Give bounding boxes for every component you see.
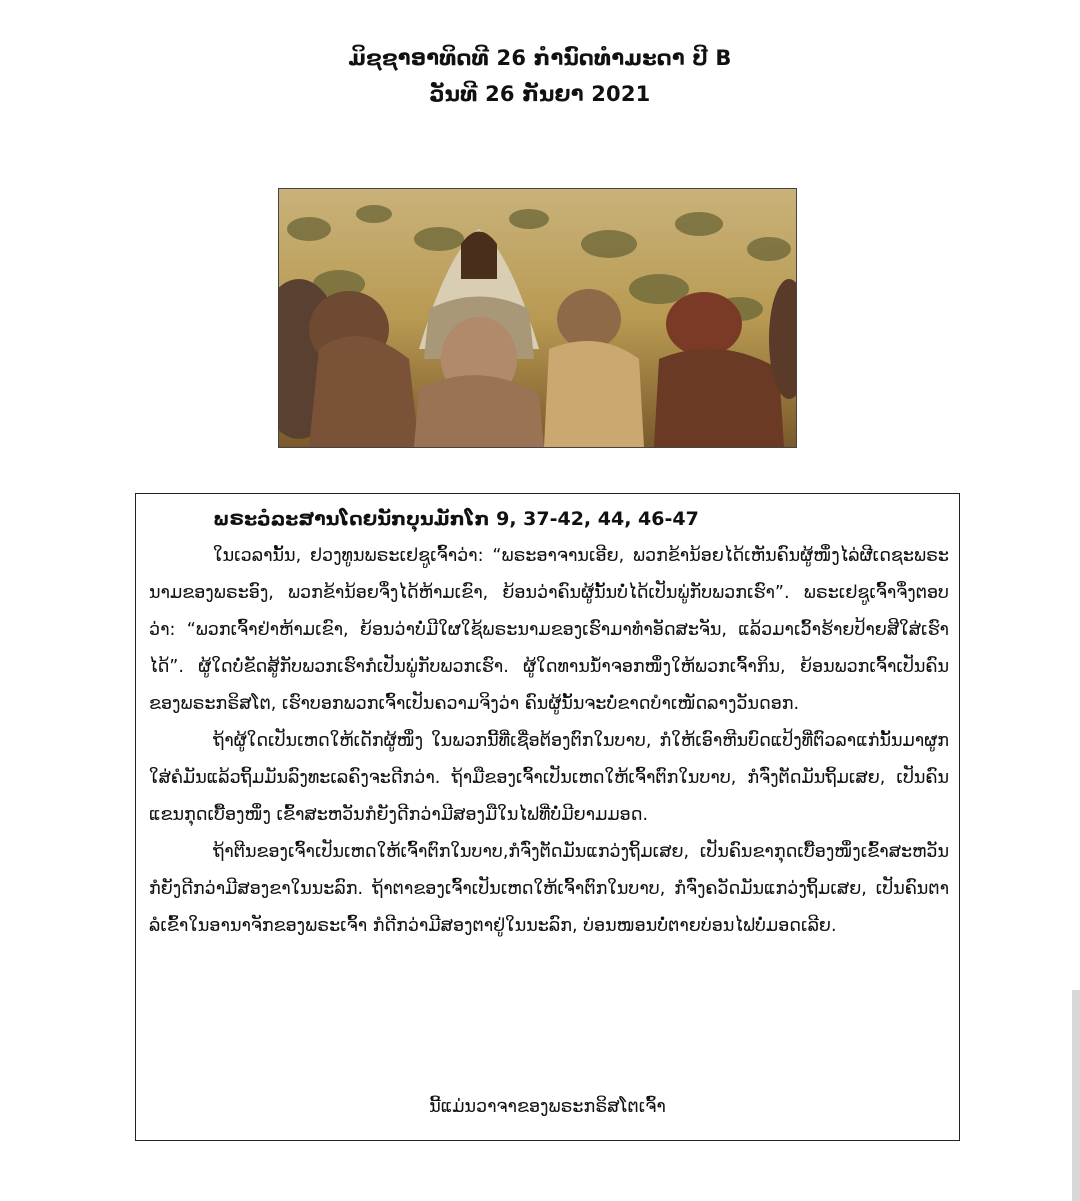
gospel-closing: ນີ້ແມ່ນວາຈາຂອງພຣະກຣິສໂຕເຈົ້າ (429, 1097, 666, 1117)
photo-illustration (279, 189, 796, 447)
document-header (0, 40, 1080, 112)
gospel-reading-box (135, 493, 960, 1141)
gospel-paragraph-2: ຖ້າຜູ້ໃດເປັນເຫດໃຫ້ເດັກຜູ້ໜຶ່ງ ໃນພວກນີ້ທີ່ເຊື່ອຕ້ອງຕົກໃນບາບ, ກໍໃຫ້ເອົາຫີນບົດແປ້ງທີ່ຕົວລາແກ່ນັ້ນມາຜູກໃສ່ຄໍມັນແລ້ວຖິ້ມມັນລົງທະເລຄົງຈະດີກວ່າ. ຖ້າມືຂອງເຈົ້າເປັນເຫດໃຫ້ເຈົ້າຕົກໃນບາບ, ກໍຈົ່ງຕັດມັນຖິ້ມເສຍ, ເປັນຄົນແຂນກຸດເບື້ອງໜຶ່ງ ເຂົ້າສະຫວັນກໍຍັງດີກວ່າມີສອງມືໃນໄຟທີ່ບໍ່ມີຍາມມອດ. (149, 731, 949, 825)
gospel-paragraph-3: ຖ້າຕີນຂອງເຈົ້າເປັນເຫດໃຫ້ເຈົ້າຕົກໃນບາບ,ກໍຈົ່ງຕັດມັນແກວ່ງຖິ້ມເສຍ, ເປັນຄົນຂາກຸດເບື້ອງໜຶ່ງເຂົ້າສະຫວັນ ກໍຍັງດີກວ່າມີສອງຂາໃນນະລົກ. ຖ້າຕາຂອງເຈົ້າເປັນເຫດໃຫ້ເຈົ້າຕົກໃນບາບ, ກໍຈົ່ງຄວັດມັນແກວ່ງຖິ້ມເສຍ, ເປັນຄົນຕາລໍເຂົ້າໃນອານາຈັກຂອງພຣະເຈົ້າ ກໍດີກວ່າມີສອງຕາຢູ່ໃນນະລົກ, ບ່ອນໜອນບໍ່ຕາຍບ່ອນໄຟບໍ່ມອດເລີຍ. (149, 842, 949, 936)
scrollbar[interactable] (1072, 990, 1080, 1201)
gospel-body (149, 538, 949, 945)
mass-date: ວັນທີ 26 ກັນຍາ 2021 (429, 82, 651, 106)
mass-title: ມິຊຊາອາທິດທີ 26 ກໍານົດທໍາມະດາ ປີ B (348, 46, 732, 70)
gospel-paragraph-1: ໃນເວລານັ້ນ, ຢວງທູນພຣະເຢຊູເຈົ້າວ່າ: “ພຣະອາຈານເອີຍ, ພວກຂ້ານ້ອຍໄດ້ເຫັນຄົນຜູ້ໜຶ່ງໄລ່ຜີເດຊະພຣະນາມຂອງພຣະອົງ, ພວກຂ້ານ້ອຍຈຶ່ງໄດ້ຫ້າມເຂົາ, ຍ້ອນວ່າຄົນຜູ້ນັ້ນບໍ່ໄດ້ເປັນພູ່ກັບພວກເຮົາ”. ພຣະເຢຊູເຈົ້າຈຶ່ງຕອບວ່າ: “ພວກເຈົ້າຢ່າຫ້າມເຂົາ, ຍ້ອນວ່າບໍ່ມີໃຜໃຊ້ພຣະນາມຂອງເຮົາມາທໍາອັດສະຈັນ, ແລ້ວມາເວົ້າຮ້າຍປ້າຍສີໃສ່ເຮົາໄດ້”. ຜູ້ໃດບໍ່ຂັດສູ້ກັບພວກເຮົາກໍເປັນພູ່ກັບພວກເຮົາ. ຜູ້ໃດທານນໍ້າຈອກໜຶ່ງໃຫ້ພວກເຈົ້າກິນ, ຍ້ອນພວກເຈົ້າເປັນຄົນຂອງພຣະກຣິສໂຕ, ເຮົາບອກພວກເຈົ້າເປັນຄວາມຈິງວ່າ ຄົນຜູ້ນັ້ນຈະບໍ່ຂາດບໍາເໜັດລາງວັນດອກ. (149, 546, 949, 714)
gospel-heading: ພຣະວໍລະສານໂດຍນັກບຸນມັກໂກ 9, 37-42, 44, 46-47 (213, 508, 699, 530)
jesus-teaching-disciples-photo (279, 189, 796, 447)
